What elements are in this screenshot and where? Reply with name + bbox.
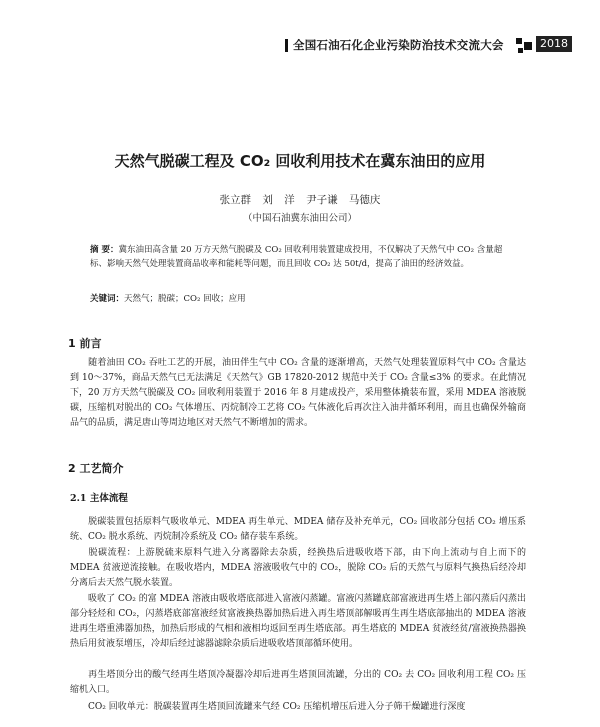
running-header: [0, 36, 600, 56]
main-flow-paragraph-2-text: 脱碳流程：上游脱硫来原料气进入分离器除去杂质，经换热后进吸收塔下部，由下向上流动与自上而下的 MDEA 贫液逆流接触。在吸收塔内，MDEA 溶液吸收气中的 CO₂，脱除 CO₂ 后的天然气与原料气换热后经冷却分离后去天然气脱水装置。: [70, 548, 526, 588]
intro-paragraph-text: 随着油田 CO₂ 吞吐工艺的开展，油田伴生气中 CO₂ 含量的逐渐增高，天然气处理装置原料气中 CO₂ 含量达到 10～37%，商品天然气已无法满足《天然气》GB 17820-2012 规范中关于 CO₂ 含量≤3% 的要求。在此情况下，20 万方天然气脱碳及 CO₂ 回收利用装置于 2016 年 8 月建成投产，采用整体撬装布置，采用 MDEA 溶液脱碳，压缩机对脱出的 CO₂ 气体增压、丙烷制冷工艺将 CO₂ 气体液化后再次注入油井循环利用，而且也确保外输商品气的品质，满足唐山等周边地区对天然气不断增加的需求。: [70, 358, 526, 428]
main-flow-paragraph-3: [70, 592, 526, 652]
article-authors: 张立群 刘 洋 尹子谦 马德庆: [219, 194, 381, 206]
main-flow-paragraph-1-text: 脱碳装置包括原料气吸收单元、MDEA 再生单元、MDEA 储存及补充单元，CO₂ 回收部分包括 CO₂ 增压系统、CO₂ 脱水系统、丙烷制冷系统及 CO₂ 储存装车系统。: [70, 517, 526, 542]
checker-mark-icon: [516, 38, 534, 54]
main-flow-paragraph-3-text: 吸收了 CO₂ 的富 MDEA 溶液由吸收塔底部进入富液闪蒸罐。富液闪蒸罐底部富液进再生塔上部闪蒸后闪蒸出部分轻烃和 CO₂，闪蒸塔底部富液经贫富液换热器加热后进入再生塔顶部解吸再生再生塔底部抽出的 MDEA 溶液进再生塔重沸器加热，加热后形成的气相和液相均返回至再生塔底部。再生塔底的 MDEA 贫液经贫/富液换热器换热后用贫液泵增压，冷却后经过滤器滤除杂质后进吸收塔顶部循环使用。: [70, 594, 526, 649]
main-flow-paragraph-4: [70, 668, 526, 698]
section-heading-intro: 1 前言: [68, 337, 102, 350]
conference-year: 2018: [536, 36, 572, 52]
main-flow-paragraph-5: [70, 700, 526, 715]
main-flow-paragraph-4-text: 再生塔顶分出的酸气经再生塔顶冷凝器冷却后进再生塔顶回流罐，分出的 CO₂ 去 CO₂ 回收利用工程 CO₂ 压缩机入口。: [70, 670, 526, 695]
abstract-label: 摘 要：: [90, 245, 119, 255]
article-title: 天然气脱碳工程及 CO₂ 回收利用技术在冀东油田的应用: [114, 152, 486, 170]
keywords: [90, 292, 510, 304]
abstract: [90, 243, 510, 271]
article-affiliation: （中国石油冀东油田公司）: [242, 213, 357, 224]
subsection-heading-main-flow: 2.1 主体流程: [70, 493, 128, 504]
main-flow-paragraph-5-text: CO₂ 回收单元：脱碳装置再生塔顶回流罐来气经 CO₂ 压缩机增压后进入分子筛干燥罐进行深度: [88, 702, 466, 712]
header-bar-mark: [285, 39, 288, 52]
abstract-text: 冀东油田高含量 20 万方天然气脱碳及 CO₂ 回收利用装置建成投用，不仅解决了天然气中 CO₂ 含量超标、影响天然气处理装置商品收率和能耗等问题，而且回收 CO₂ 达 50t/d，提高了油田的经济效益。: [90, 245, 503, 269]
section-heading-process: 2 工艺简介: [68, 462, 124, 475]
main-flow-paragraph-1: [70, 515, 526, 545]
main-flow-paragraph-2: [70, 546, 526, 591]
intro-paragraph: [70, 356, 526, 431]
conference-title: 全国石油石化企业污染防治技术交流大会: [293, 38, 504, 52]
keywords-text: 天然气；脱碳；CO₂ 回收；应用: [124, 294, 246, 304]
keywords-label: 关键词：: [90, 294, 125, 304]
